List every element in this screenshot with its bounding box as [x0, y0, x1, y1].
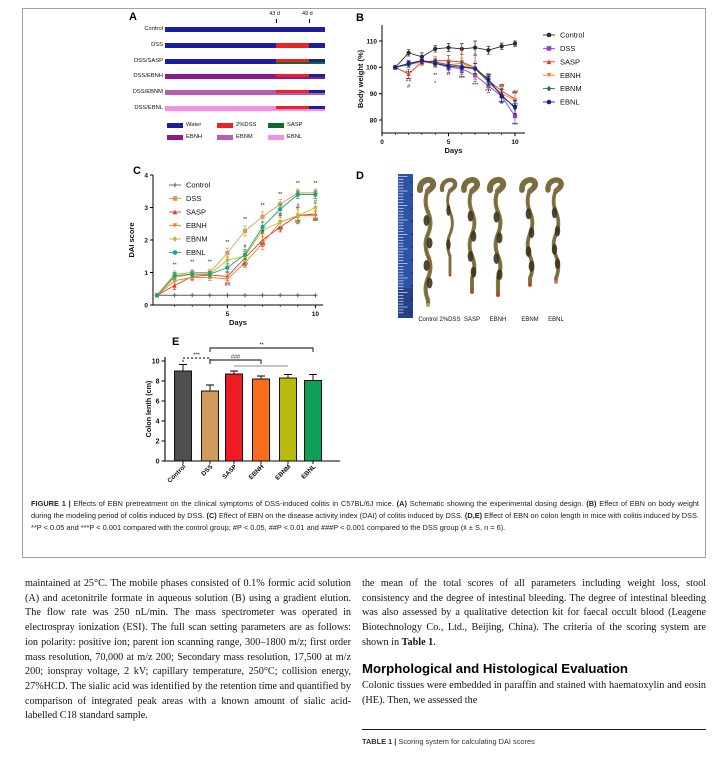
body-right-column — [362, 577, 706, 749]
panel-e-label: E — [172, 336, 180, 348]
colon-specimen-EBNM — [521, 180, 538, 323]
group-row-label: DSS/SASP — [134, 58, 163, 64]
svg-text:SASP: SASP — [186, 207, 207, 217]
svg-text:##: ## — [242, 262, 248, 268]
svg-text:10: 10 — [511, 139, 519, 146]
text-run: Table 1 — [401, 636, 434, 648]
text-run: Effect of EBN on body weight during the modeling period of colitis induced by DSS. — [31, 499, 699, 520]
legend-label: Water — [186, 122, 202, 128]
series-EBNM — [155, 204, 318, 298]
svg-text:***: *** — [511, 122, 519, 129]
svg-text:2: 2 — [409, 194, 414, 196]
svg-text:***: *** — [498, 100, 505, 107]
legend-label: EBNH — [186, 134, 203, 140]
svg-text:**: ** — [446, 73, 451, 80]
panel-b-label: B — [356, 12, 364, 24]
colon-specimen-EBNH — [490, 180, 507, 323]
svg-text:EBNH: EBNH — [560, 70, 581, 80]
y-axis-label: Body weight (%) — [356, 49, 365, 109]
svg-text:10: 10 — [151, 358, 160, 366]
category-label: EBNM — [274, 463, 293, 482]
bar-EBNH — [248, 376, 270, 481]
bar-EBNL — [300, 375, 321, 481]
svg-text:3: 3 — [409, 207, 414, 209]
text-run: (C) — [206, 510, 217, 520]
svg-text:10: 10 — [311, 311, 320, 318]
text-run: FIGURE 1 | — [31, 499, 74, 508]
legend-swatch — [268, 123, 284, 128]
dosing-bar-segment — [276, 43, 309, 48]
dosing-bar-segment — [276, 109, 325, 112]
svg-text:#: # — [313, 199, 317, 206]
legend-swatch — [217, 123, 233, 128]
category-label: EBNL — [300, 463, 318, 481]
svg-text:90: 90 — [369, 90, 377, 98]
text-run: TABLE 1 | — [362, 736, 399, 746]
dosing-bar-segment — [309, 106, 325, 109]
svg-text:EBNL: EBNL — [186, 248, 206, 258]
svg-text:*: * — [434, 81, 437, 88]
timeline-mark-tick — [276, 19, 277, 23]
svg-text:2: 2 — [144, 237, 148, 245]
svg-text:0: 0 — [155, 458, 160, 466]
dosing-bar-segment — [165, 27, 325, 32]
body-left-column: maintained at 25°C. The mobile phases consisted of 0.1% formic acid solution (A) and acetonitrile formate in aqueous solution (B) using a gradient elution. The flow rate was 250 nL/min. The mass spectrometer was operated in electrospray ionization (ESI). The full scan setting parameters are as follows: ion polarity: positive ion; parent ion scanning range, 300–1800 m/z; first order mass resolution, 70,000 at m/z 200; Secondary mass resolution, 17,500 at m/z 200; ionspray voltage, 2 kV; capillary temperature, 250°C; collision energy, 27%HCD. The sialic acid was identified by the retention time and quantified by comparison of integrated peak areas with a known amount of sialic acid-labelled C18 standard sample. — [25, 578, 351, 722]
x-axis-label: Days — [229, 318, 247, 327]
legend-item-SASP — [169, 208, 206, 217]
legend-item-Control — [543, 31, 585, 40]
svg-text:##: ## — [277, 226, 284, 233]
group-row-label: DSS/EBNH — [133, 73, 163, 79]
section-heading: Morphological and Histological Evaluation — [362, 660, 628, 676]
colon-specimen-2%DSS — [439, 180, 460, 323]
svg-text:***: *** — [485, 89, 492, 96]
svg-text:##: ## — [312, 217, 319, 224]
svg-text:3: 3 — [144, 204, 148, 212]
text-run: (D,E) — [464, 510, 483, 520]
specimen-label: EBNH — [489, 317, 507, 323]
svg-text:##: ## — [512, 102, 518, 109]
svg-text:**: ** — [225, 239, 230, 246]
svg-text:100: 100 — [366, 64, 377, 72]
svg-text:EBNL: EBNL — [560, 97, 580, 107]
svg-text:**: ** — [295, 180, 300, 187]
panel-a-dosing-schematic — [125, 10, 340, 152]
legend-item-SASP — [543, 57, 580, 66]
svg-text:1: 1 — [409, 181, 414, 183]
svg-text:##: ## — [512, 90, 518, 97]
panel-d-colon-photo — [396, 170, 596, 330]
panel-b-body-weight-chart — [353, 10, 643, 168]
bar-EBNM — [274, 375, 296, 482]
series-EBNH — [155, 209, 318, 297]
timeline-mark-label: 49 d — [302, 11, 313, 17]
legend-item-EBNH — [169, 221, 207, 230]
category-label: EBNH — [247, 463, 266, 482]
svg-text:#: # — [407, 83, 411, 90]
svg-text:##: ## — [294, 219, 301, 226]
group-row-label: DSS/EBNM — [132, 89, 163, 95]
svg-text:0: 0 — [144, 302, 148, 310]
svg-text:EBNH: EBNH — [186, 221, 207, 231]
svg-text:**: ** — [207, 259, 212, 266]
svg-text:9: 9 — [409, 285, 414, 287]
specimen-label: 2%DSS — [439, 317, 461, 323]
svg-text:5: 5 — [225, 311, 230, 318]
panel-d-label: D — [356, 170, 364, 182]
body-right-paragraph-2: Colonic tissues were embedded in paraffin and stained with haematoxylin and eosin (HE). Then, we assessed the — [362, 680, 706, 706]
svg-text:Control: Control — [560, 30, 585, 40]
svg-text:#: # — [278, 212, 282, 219]
svg-text:**: ** — [172, 262, 177, 269]
svg-text:DSS: DSS — [186, 194, 202, 204]
dosing-bar-segment — [276, 62, 325, 65]
text-run: Schematic showing the experimental dosing design. — [406, 499, 587, 508]
specimen-label: Control — [418, 317, 438, 323]
figure-caption — [31, 498, 699, 534]
category-label: DSS — [200, 463, 215, 478]
svg-text:**: ** — [260, 202, 265, 209]
svg-text:8: 8 — [409, 272, 414, 274]
svg-text:2: 2 — [155, 438, 160, 446]
svg-text:7: 7 — [409, 259, 414, 261]
legend-swatch — [268, 135, 284, 140]
svg-text:**: ** — [242, 217, 248, 224]
legend-label: 2%DSS — [236, 122, 257, 128]
x-axis-label: Days — [444, 146, 463, 155]
svg-text:DSS: DSS — [560, 44, 576, 53]
svg-text:EBNM: EBNM — [186, 234, 208, 244]
group-row-label: Control — [144, 26, 163, 32]
figure-1-box — [22, 8, 706, 558]
series-SASP — [393, 48, 518, 109]
svg-text:11: 11 — [409, 310, 414, 314]
svg-text:SASP: SASP — [560, 57, 581, 67]
svg-text:6: 6 — [155, 398, 160, 406]
dosing-bar-segment — [165, 59, 276, 64]
category-label: SASP — [221, 463, 239, 481]
legend-label: SASP — [287, 122, 303, 128]
series-Control — [155, 293, 318, 297]
svg-text:#: # — [261, 229, 265, 236]
legend-swatch — [167, 123, 183, 128]
colon-specimen-Control — [418, 180, 437, 323]
timeline-mark-tick — [309, 19, 310, 23]
text-run: Effects of EBN pretreatment on the clinical symptoms of DSS-induced colitis in C57BL/6J mice. — [73, 499, 397, 508]
dosing-bar-segment — [276, 90, 309, 93]
legend-swatch — [167, 135, 183, 140]
dosing-bar-segment — [276, 106, 309, 109]
svg-text:4: 4 — [409, 220, 414, 222]
dosing-bar-segment — [309, 59, 325, 62]
specimen-label: SASP — [463, 317, 481, 323]
legend-item-EBNM — [543, 84, 582, 93]
chart-legend — [543, 31, 585, 107]
specimen-label: EBNM — [521, 317, 539, 323]
bar-DSS — [200, 385, 218, 478]
legend-item-DSS — [169, 194, 201, 203]
svg-text:***: *** — [472, 82, 479, 89]
panel-a-label: A — [129, 11, 137, 23]
svg-text:##: ## — [485, 73, 492, 80]
text-run: (B) — [586, 499, 597, 508]
svg-text:**: ** — [433, 73, 438, 80]
y-axis-label: Colon lenth (cm) — [144, 380, 153, 438]
svg-text:10: 10 — [409, 297, 414, 301]
svg-text:1: 1 — [144, 269, 148, 277]
dosing-bar-segment — [165, 90, 276, 95]
svg-text:8: 8 — [155, 378, 160, 386]
series-DSS — [155, 189, 318, 297]
y-axis-label: DAI score — [127, 222, 136, 258]
dosing-bar-segment — [309, 74, 325, 77]
svg-text:#: # — [296, 203, 300, 210]
chart-legend — [169, 181, 211, 258]
table-1-caption — [362, 735, 706, 750]
svg-text:4: 4 — [144, 172, 148, 180]
group-row-label: DSS — [151, 42, 163, 48]
category-label: Control — [166, 463, 188, 485]
ruler — [398, 174, 414, 318]
dosing-bar-segment — [165, 106, 276, 111]
panel-c-dai-score-chart — [118, 162, 353, 340]
svg-text:110: 110 — [366, 38, 377, 46]
svg-text:5: 5 — [409, 233, 414, 235]
legend-item-EBNL — [169, 248, 206, 257]
svg-text:4: 4 — [155, 418, 160, 426]
text-run: Effect of EBN on the disease activity index (DAI) of colitis induced by DSS. — [216, 510, 465, 520]
svg-text:**: ** — [313, 180, 318, 187]
dosing-bar-segment — [276, 74, 309, 77]
svg-text:***: *** — [193, 352, 200, 359]
dosing-bar-segment — [309, 90, 325, 93]
table-1-top-rule — [362, 729, 706, 730]
svg-text:##: ## — [259, 241, 266, 248]
colon-specimen-SASP — [464, 180, 480, 323]
svg-text:6: 6 — [409, 246, 414, 248]
svg-text:**: ** — [278, 192, 283, 199]
dosing-bar-segment — [276, 77, 325, 80]
svg-text:Control: Control — [186, 180, 211, 190]
svg-text:5: 5 — [446, 139, 451, 146]
dosing-bar-segment — [165, 43, 276, 48]
dosing-bar-segment — [276, 59, 309, 62]
svg-text:##: ## — [498, 83, 505, 90]
svg-text:#: # — [243, 244, 247, 251]
svg-text:***: *** — [458, 75, 465, 82]
colon-specimen-EBNL — [548, 180, 565, 323]
dosing-bar-segment — [165, 74, 276, 79]
legend-label: EBNM — [236, 134, 253, 140]
svg-text:##: ## — [224, 282, 231, 289]
group-row-label: DSS/EBNL — [134, 105, 163, 111]
svg-text:0: 0 — [380, 139, 384, 146]
svg-text:**: ** — [259, 342, 264, 349]
svg-text:**: ** — [190, 259, 195, 266]
svg-text:###: ### — [230, 354, 241, 361]
bar-Control — [166, 365, 191, 485]
text-run: Scoring system for calculating DAI scores — [398, 736, 535, 746]
text-run: . — [433, 636, 436, 648]
series-EBNL — [155, 191, 318, 298]
text-run: the mean of the total scores of all parameters including weight loss, stool consistency and the degree of intestinal bleeding. The degree of intestinal bleeding was also assessed by a qualitative detection kit for faecal occult blood (Leagene Biotechnology Co., Ltd., Beijing, China). The criteria of the scoring system are shown in — [362, 578, 706, 648]
specimen-label: EBNL — [548, 317, 564, 323]
legend-item-EBNM — [169, 235, 208, 244]
dosing-bar-segment — [309, 43, 325, 48]
legend-swatch — [217, 135, 233, 140]
legend-label: EBNL — [287, 134, 303, 140]
legend-item-EBNH — [543, 71, 581, 80]
legend-item-Control — [169, 181, 211, 190]
legend-item-DSS — [543, 44, 575, 53]
text-run: (A) — [396, 499, 407, 508]
significance-brackets — [183, 343, 313, 367]
panel-e-colon-length-chart — [145, 335, 390, 495]
svg-text:EBNM: EBNM — [560, 84, 582, 94]
svg-text:80: 80 — [369, 117, 377, 125]
svg-text:##: ## — [405, 77, 412, 84]
legend-item-EBNL — [543, 98, 580, 107]
panel-c-label: C — [133, 165, 141, 177]
text-run: Effect of EBN on colon length in mice with colitis induced by DSS. **P < 0.05 and ***P < 0.001 compared with the control group; #P < 0.05, ##P < 0.01 and ###P < 0.001 compared to the DSS group (x̄ ± S, n = 6). — [31, 510, 699, 532]
significance-annotations — [406, 71, 519, 129]
bar-SASP — [221, 371, 242, 481]
dosing-bar-segment — [276, 93, 325, 96]
body-right-paragraph-1 — [362, 577, 706, 651]
timeline-mark-label: 43 d — [269, 11, 280, 17]
svg-text:***: *** — [405, 70, 412, 77]
